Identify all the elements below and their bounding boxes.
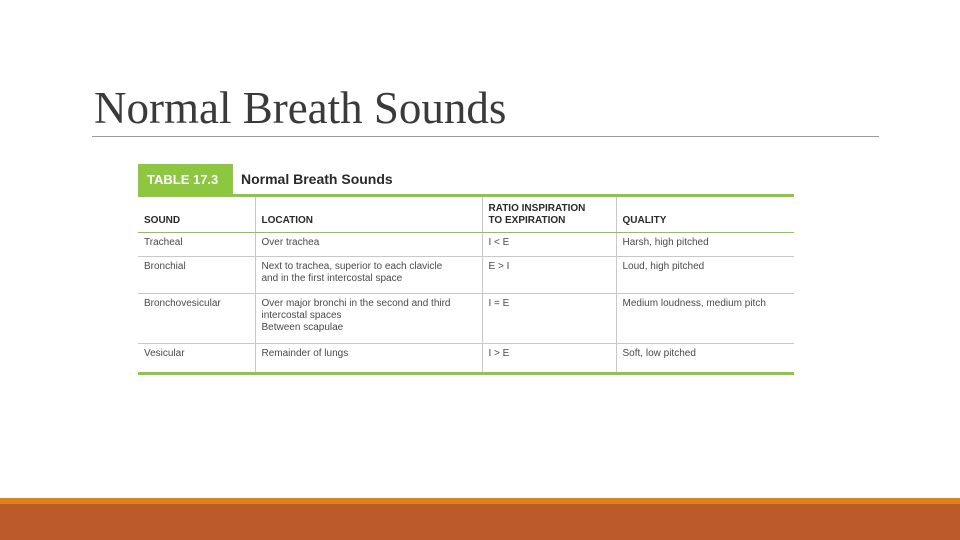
column-header-row (138, 197, 794, 233)
breath-sounds-table (138, 164, 794, 375)
data-table (138, 197, 794, 372)
column-header-quality: QUALITY (616, 197, 794, 233)
cell-sound: Tracheal (138, 233, 255, 257)
cell-ratio: I = E (482, 294, 616, 344)
cell-sound: Bronchovesicular (138, 294, 255, 344)
cell-location: Next to trachea, superior to each clavicle and in the first intercostal space (255, 257, 482, 294)
table-row (138, 257, 794, 294)
table-caption: Normal Breath Sounds (241, 171, 393, 187)
table-bottom-bar (138, 372, 794, 375)
cell-quality: Soft, low pitched (616, 344, 794, 372)
title-divider (92, 136, 879, 137)
cell-location: Over trachea (255, 233, 482, 257)
cell-quality: Loud, high pitched (616, 257, 794, 294)
cell-location: Remainder of lungs (255, 344, 482, 372)
table-row (138, 344, 794, 372)
column-header-sound: SOUND (138, 197, 255, 233)
cell-sound: Vesicular (144, 348, 185, 359)
cell-ratio: E > I (482, 257, 616, 294)
table-number-tag: TABLE 17.3 (138, 164, 233, 194)
table-row (138, 233, 794, 257)
column-header-ratio: RATIO INSPIRATION TO EXPIRATION (482, 197, 616, 233)
footer-band (0, 504, 960, 540)
cell-ratio: I > E (482, 344, 616, 372)
cell-quality: Medium loudness, medium pitch (616, 294, 794, 344)
cell-quality: Harsh, high pitched (616, 233, 794, 257)
table-header (138, 164, 794, 194)
cell-location: Over major bronchi in the second and third intercostal spaces Between scapulae (255, 294, 482, 344)
cell-sound: Bronchial (138, 257, 255, 294)
column-header-location: LOCATION (255, 197, 482, 233)
slide-title: Normal Breath Sounds (94, 83, 507, 133)
cell-ratio: I < E (482, 233, 616, 257)
table-row (138, 294, 794, 344)
